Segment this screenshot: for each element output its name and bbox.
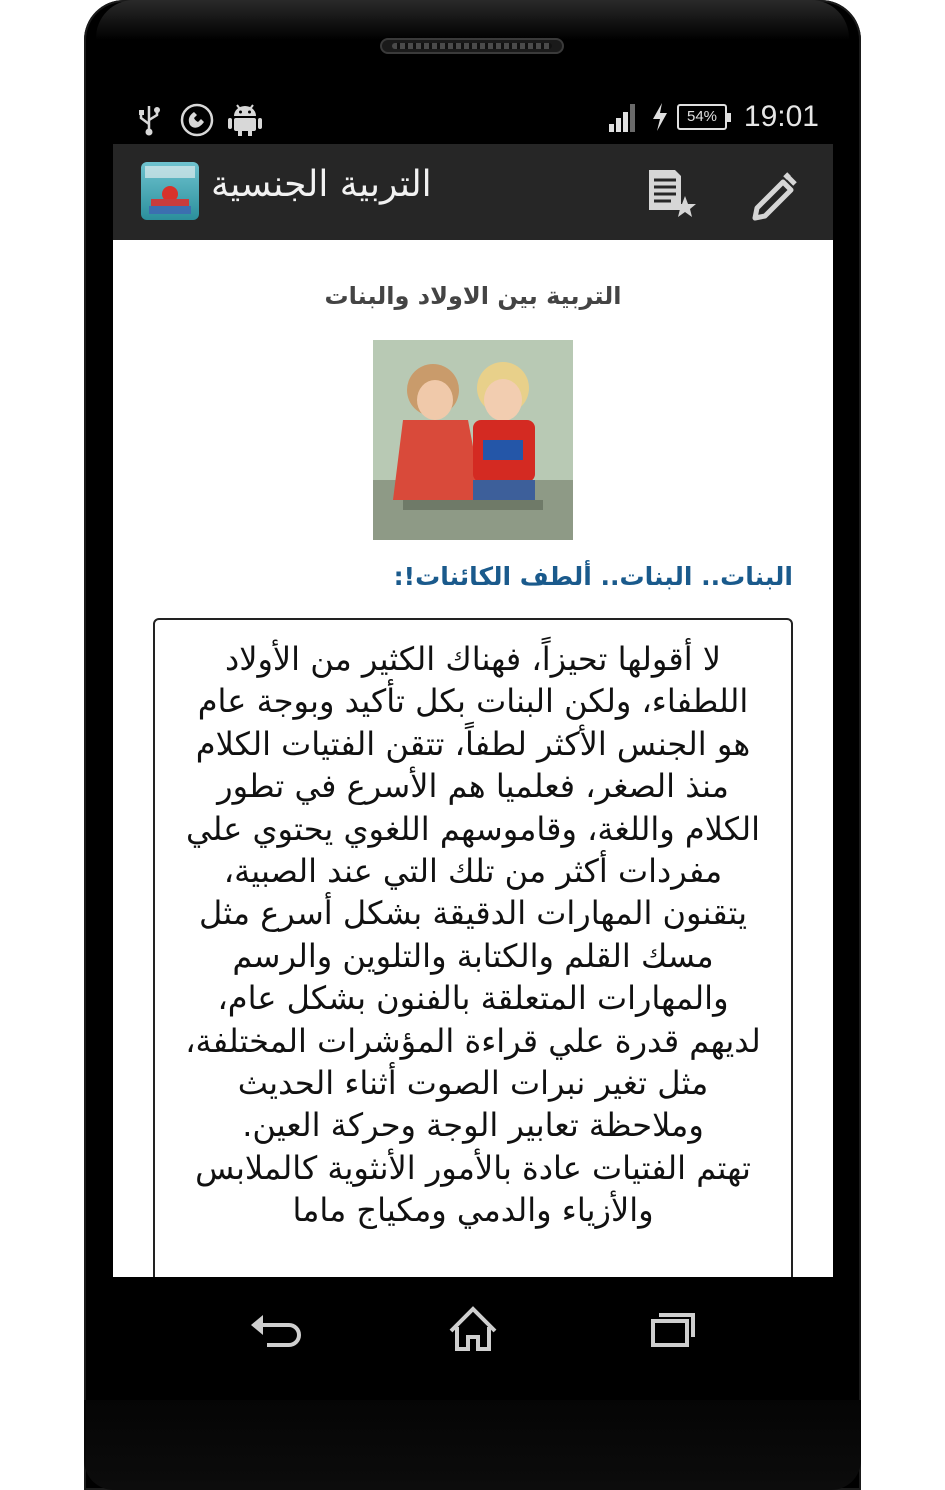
app-icon-tag <box>145 166 195 178</box>
article-title: التربية بين الاولاد والبنات <box>324 282 622 310</box>
status-time: 19:01 <box>743 100 819 133</box>
recent-apps-icon[interactable] <box>637 1297 709 1357</box>
article-subheading: البنات.. البنات.. ألطف الكائنات!: <box>393 562 793 591</box>
action-bar <box>113 144 833 242</box>
speaker-grille <box>380 38 564 54</box>
article-body: لا أقولها تحيزاً، فهناك الكثير من الأولاد اللطفاء، ولكن البنات بكل تأكيد وبوجة عام هو الجنس الأكثر لطفاً، تتقن الفتيات الكلام منذ الصغر، فعلميا هم الأسرع في تطور الكلام واللغة، وقاموسهم اللغوي يحتوي علي مفردات أكثر من تلك التي عند الصبية، يتقنون المهارات الدقيقة بشكل أسرع مثل مسك القلم والكتابة والتلوين والرسم والمهارات المتعلقة بالفنون بشكل عام، لديهم قدرة علي قراءة المؤشرات المختلفة، مثل تغير نبرات الصوت أثناء الحديث وملاحظة تعابير الوجة وحركة العين. تهتم الفتيات عادة بالأمور الأنثوية كالملابس والأزياء والدمي ومكياج ماما <box>185 640 761 1230</box>
call-icon <box>179 102 215 142</box>
charging-icon <box>650 102 670 136</box>
signal-icon <box>607 102 639 136</box>
article-body-box <box>153 618 793 1277</box>
back-icon[interactable] <box>237 1297 309 1357</box>
navigation-bar <box>113 1277 833 1387</box>
edit-icon[interactable] <box>747 166 803 222</box>
device-top-edge <box>96 0 849 40</box>
device-bottom <box>84 1400 861 1490</box>
book-icon <box>151 199 189 206</box>
favorites-list-icon[interactable] <box>641 166 697 222</box>
children-photo <box>373 340 573 540</box>
app-title: التربية الجنسية <box>211 164 432 205</box>
article-content[interactable] <box>113 240 833 1277</box>
battery-icon: 54% <box>677 104 727 130</box>
android-debug-icon <box>227 102 263 140</box>
status-bar <box>113 92 833 144</box>
usb-icon <box>135 102 163 140</box>
app-icon[interactable] <box>141 162 199 220</box>
book-icon <box>149 206 191 214</box>
home-icon[interactable] <box>437 1297 509 1357</box>
